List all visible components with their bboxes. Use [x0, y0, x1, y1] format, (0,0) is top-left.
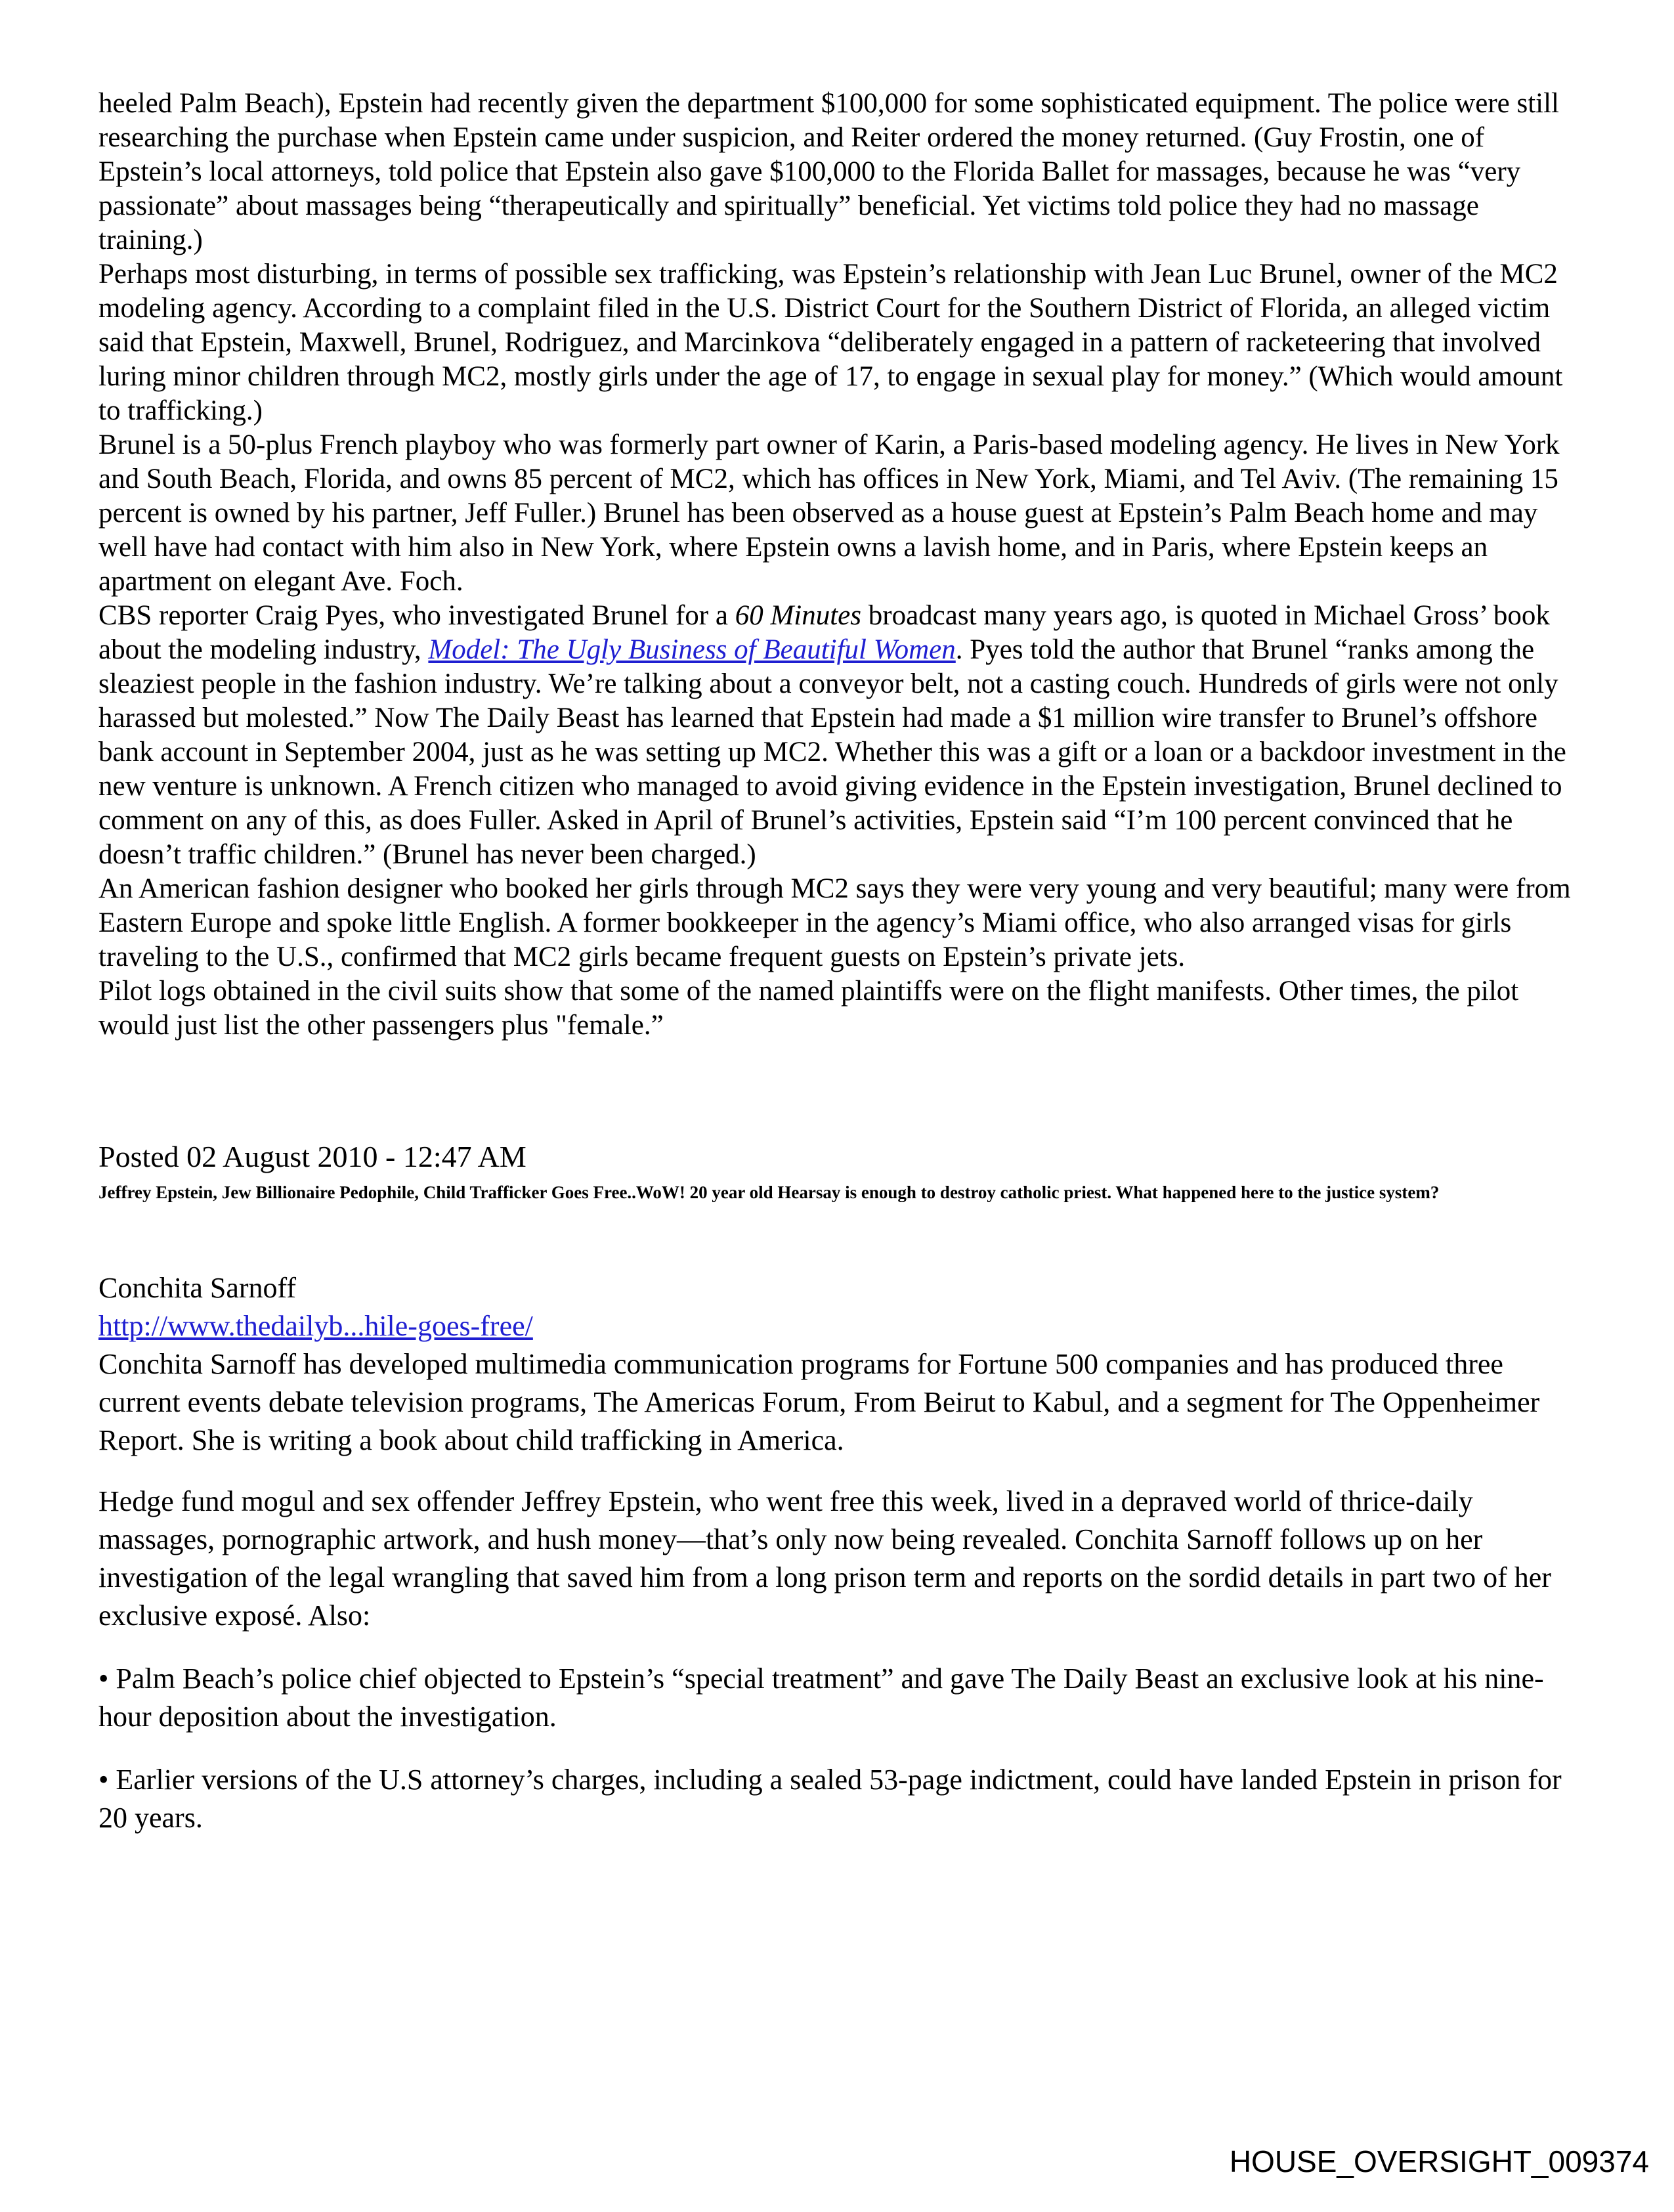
text-run: . Pyes told the author that Brunel “ranks among the sleaziest people in the fashion industry. We’re talking about a conveyor belt, not a casting couch. Hundreds of girls were not only harassed but molested.” Now The Daily Beast has learned that Epstein had made a $1 million wire transfer to Brunel’s offshore bank account in September 2004, just as he was setting up MC2. Whether this was a gift or a loan or a backdoor investment in the new venture is unknown. A French citizen who managed to avoid giving evidence in the Epstein investigation, Brunel declined to comment on any of this, as does Fuller. Asked in April of Brunel’s activities, Epstein said “I’m 100 percent convinced that he doesn’t traffic children.” (Brunel has never been charged.) [98, 634, 1566, 870]
post-timestamp: Posted 02 August 2010 - 12:47 AM [98, 1140, 526, 1173]
source-link[interactable]: http://www.thedailyb...hile-goes-free/ [98, 1310, 533, 1342]
text-run: Pilot logs obtained in the civil suits show that some of the named plaintiffs were on the flight manifests. Other times, the pilot would just list the other passengers plus "female.” [98, 976, 1519, 1041]
text-run: Brunel is a 50-plus French playboy who was formerly part owner of Karin, a Paris-based modeling agency. He lives in New York and South Beach, Florida, and owns 85 percent of MC2, which has offices in New York, Miami, and Tel Aviv. (The remaining 15 percent is owned by his partner, Jeff Fuller.) Brunel has been observed as a house guest at Epstein’s Palm Beach home and may well have had contact with him also in New York, where Epstein owns a lavish home, and in Paris, where Epstein keeps an apartment on elegant Ave. Foch. [98, 429, 1560, 597]
body-paragraph [98, 872, 1576, 974]
body-paragraph [98, 87, 1576, 257]
text-run: Perhaps most disturbing, in terms of possible sex trafficking, was Epstein’s relationship with Jean Luc Brunel, owner of the MC2 modeling agency. According to a complaint filed in the U.S. District Court for the Southern District of Florida, an alleged victim said that Epstein, Maxwell, Brunel, Rodriguez, and Marcinkova “deliberately engaged in a pattern of racketeering that involved luring minor children through MC2, mostly girls under the age of 17, to engage in sexual play for money.” (Which would amount to trafficking.) [98, 259, 1563, 426]
body-paragraph [98, 599, 1576, 872]
author-name: Conchita Sarnoff [98, 1272, 297, 1304]
bullet-item: • Palm Beach’s police chief objected to Epstein’s “special treatment” and gave The Daily Beast an exclusive look at his nine-hour deposition about the investigation. [98, 1662, 1544, 1733]
text-run: 60 Minutes [735, 600, 862, 631]
article-body [98, 87, 1576, 1043]
post-subject: Jeffrey Epstein, Jew Billionaire Pedophile, Child Trafficker Goes Free..WoW! 20 year old Hearsay is enough to destroy catholic priest. What happened here to the justice system? [98, 1182, 1440, 1202]
bullet-item: • Earlier versions of the U.S attorney’s charges, including a sealed 53-page indictment, could have landed Epstein in prison for 20 years. [98, 1764, 1562, 1834]
text-run: An American fashion designer who booked her girls through MC2 says they were very young and very beautiful; many were from Eastern Europe and spoke little English. A former bookkeeper in the agency’s Miami office, who also arranged visas for girls traveling to the U.S., confirmed that MC2 girls became frequent guests on Epstein’s private jets. [98, 873, 1571, 972]
text-run: broadcast many years ago, is quoted in Michael Gross’ book about the modeling industry, [98, 600, 1550, 665]
text-run: heeled Palm Beach), Epstein had recently given the department $100,000 for some sophisticated equipment. The police were still researching the purchase when Epstein came under suspicion, and Reiter ordered the money returned. (Guy Frostin, one of Epstein’s local attorneys, told police that Epstein also gave $100,000 to the Florida Ballet for massages, because he was “very passionate” about massages being “therapeutically and spiritually” beneficial. Yet victims told police they had no massage training.) [98, 88, 1559, 255]
inline-link[interactable]: Model: The Ugly Business of Beautiful Women [428, 634, 956, 665]
story-lede: Hedge fund mogul and sex offender Jeffrey Epstein, who went free this week, lived in a depraved world of thrice-daily massages, pornographic artwork, and hush money—that’s only now being revealed. Conchita Sarnoff follows up on her investigation of the legal wrangling that saved him from a long prison term and reports on the sordid details in part two of her exclusive exposé. Also: [98, 1485, 1551, 1632]
text-run: CBS reporter Craig Pyes, who investigated Brunel for a [98, 600, 735, 631]
story-bullets [98, 1660, 1576, 1837]
bates-number: HOUSE_OVERSIGHT_009374 [1229, 2144, 1649, 2179]
body-paragraph [98, 257, 1576, 428]
body-paragraph [98, 428, 1576, 599]
body-paragraph [98, 974, 1576, 1043]
author-bio: Conchita Sarnoff has developed multimedia communication programs for Fortune 500 companies and has produced three current events debate television programs, The Americas Forum, From Beirut to Kabul, and a segment for The Oppenheimer Report. She is writing a book about child trafficking in America. [98, 1348, 1540, 1456]
source-link-line [98, 1307, 1576, 1345]
document-content [98, 87, 1576, 1837]
